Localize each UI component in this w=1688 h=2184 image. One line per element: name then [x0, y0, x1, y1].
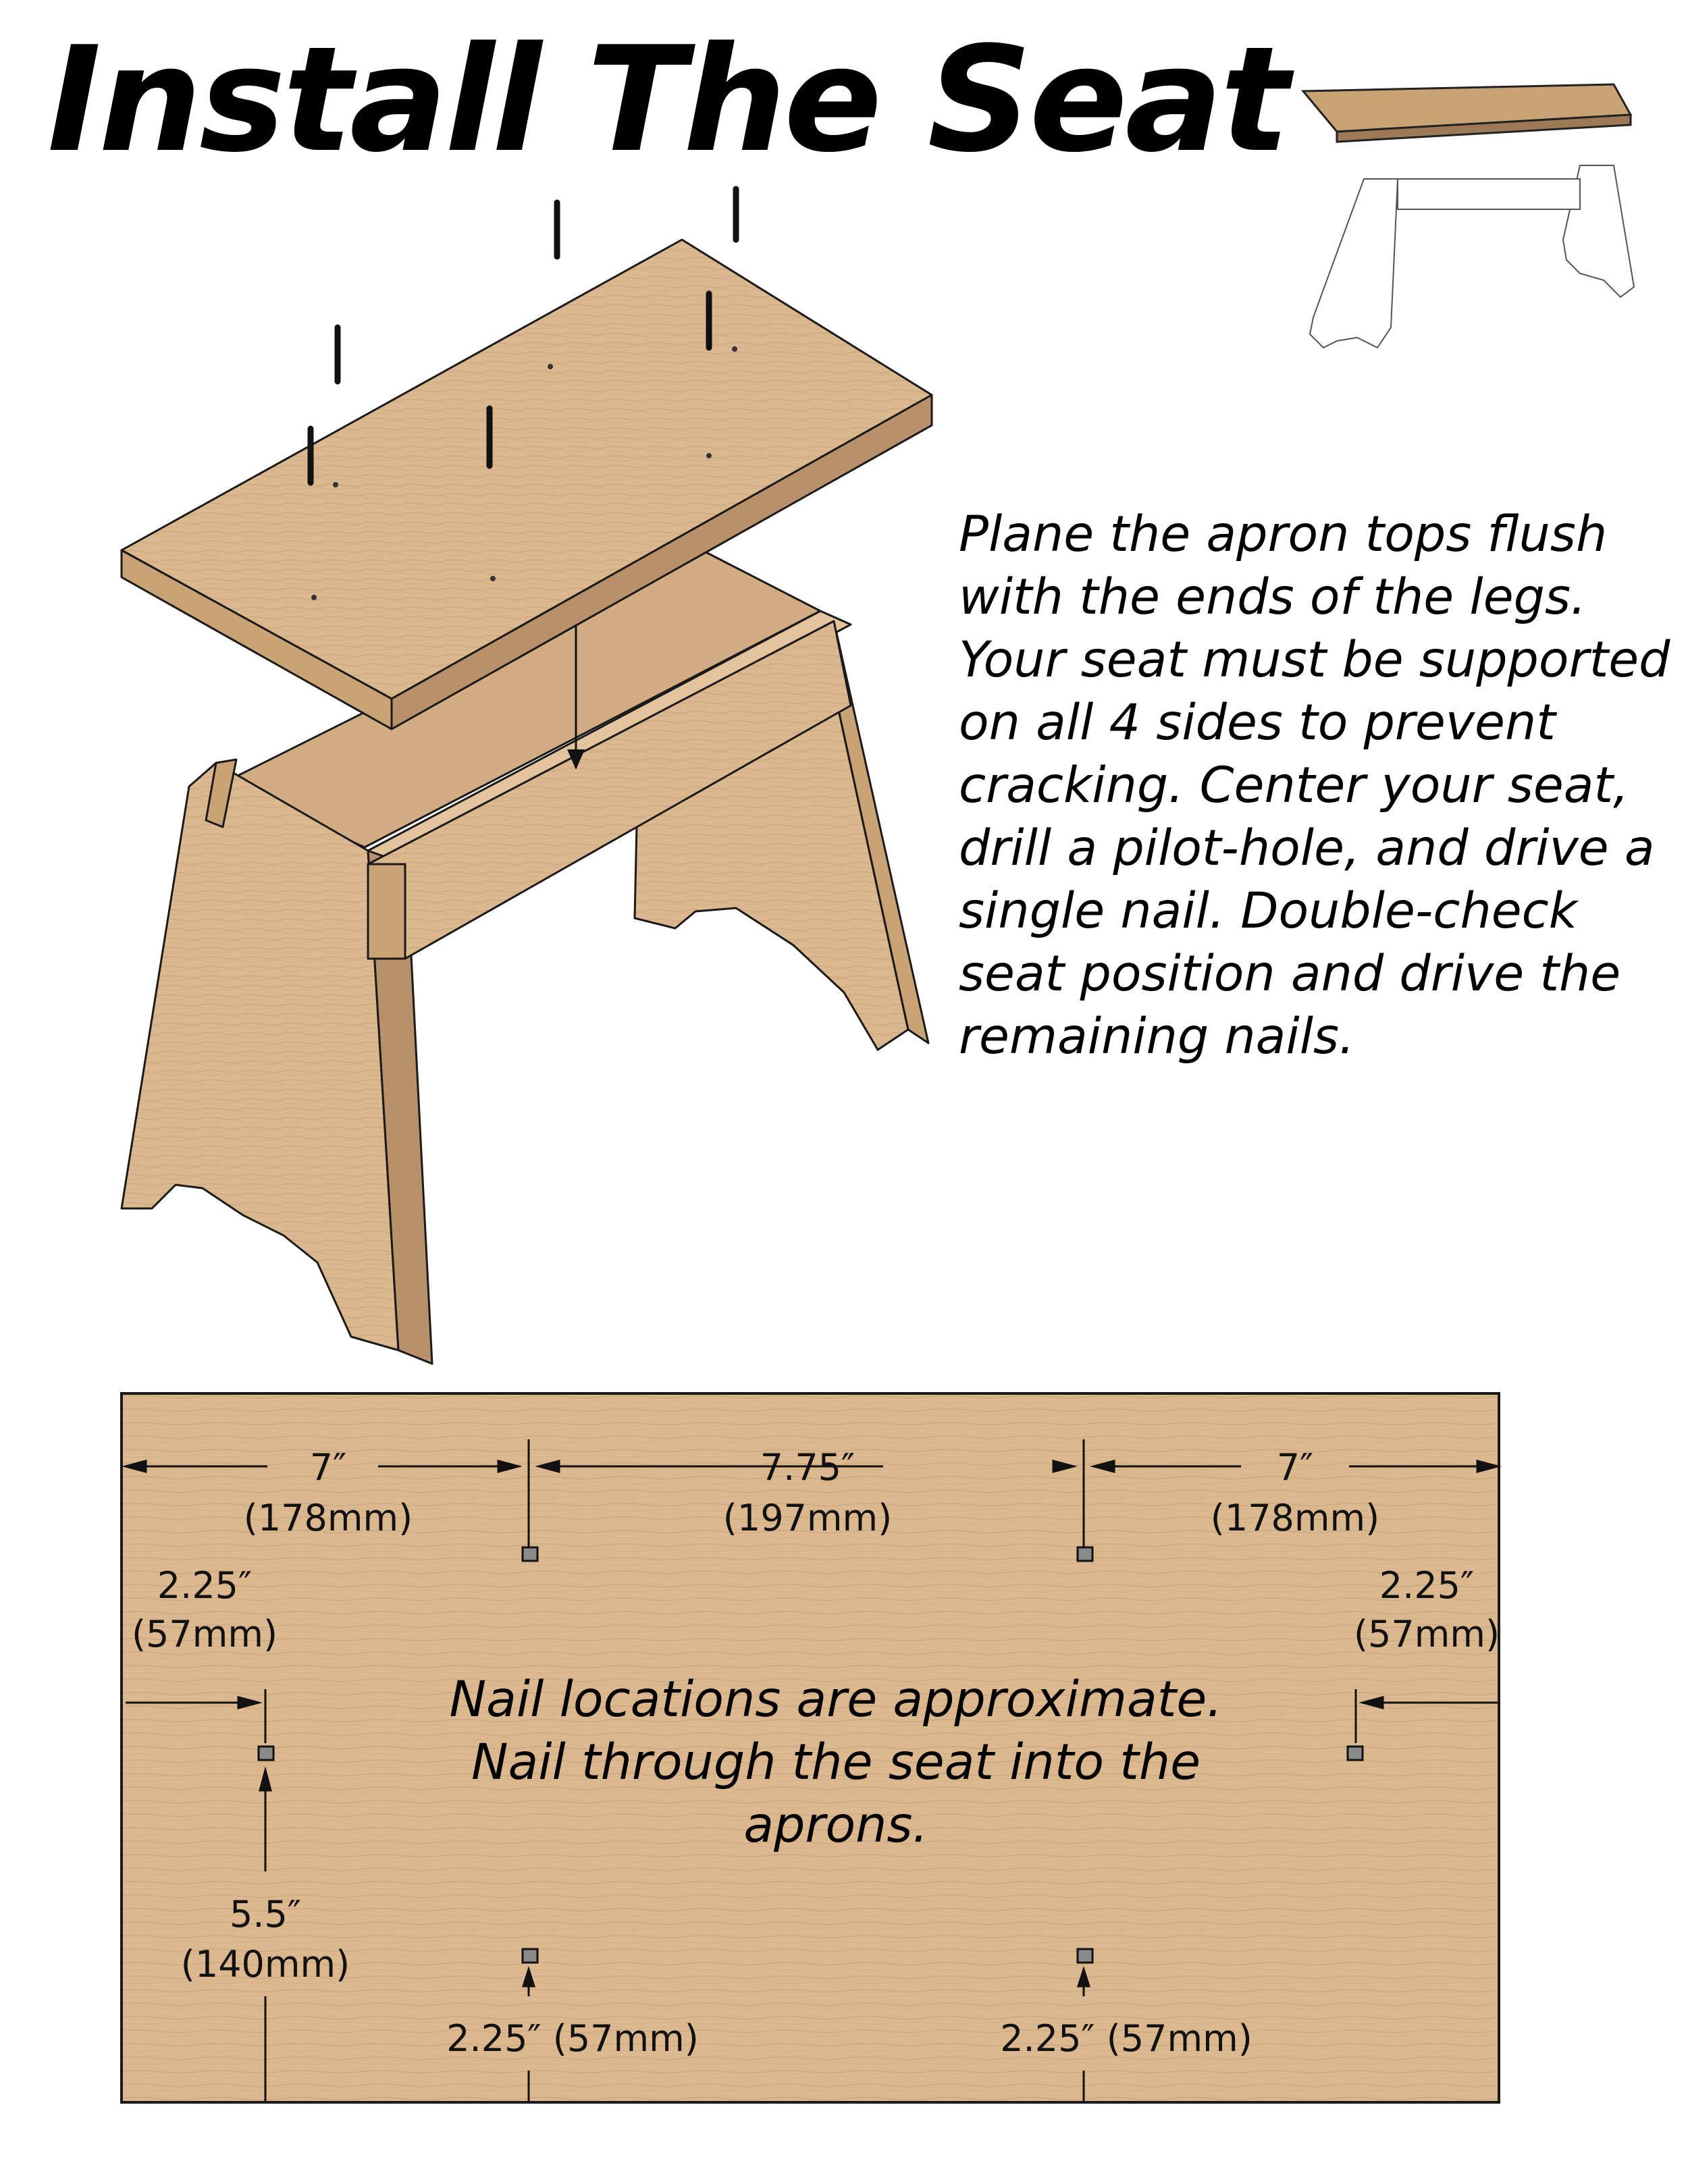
dim-right-edge-mm: (57mm): [1353, 1613, 1500, 1655]
dim-center-span-mm: (197mm): [722, 1497, 893, 1539]
dim-bottom-right: 2.25″ (57mm): [1000, 2017, 1252, 2060]
dim-vertical: 5.5″: [229, 1893, 302, 1936]
dim-left-span: 7″: [309, 1446, 347, 1489]
nail-marker: [1348, 1747, 1363, 1760]
dim-right-span-mm: (178mm): [1210, 1497, 1380, 1539]
assembly-drawing: [0, 0, 945, 1377]
nail-marker: [1078, 1547, 1092, 1561]
completed-bench-thumbnail: [1296, 64, 1647, 368]
template-note-line-2: Nail through the seat into the: [471, 1734, 1201, 1791]
dim-center-span: 7.75″: [760, 1446, 855, 1489]
dim-right-span: 7″: [1276, 1446, 1314, 1489]
template-note-line-1: Nail locations are approximate.: [449, 1671, 1223, 1728]
dim-left-edge: 2.25″: [157, 1564, 253, 1607]
nail-marker: [259, 1747, 273, 1760]
nail-marker: [1078, 1949, 1092, 1963]
dim-vertical-mm: (140mm): [180, 1943, 350, 1986]
nail-location-template: [120, 1392, 1501, 2108]
dim-bottom-left: 2.25″ (57mm): [446, 2017, 699, 2060]
dim-left-edge-mm: (57mm): [131, 1613, 278, 1655]
page-title: Install The Seat: [47, 15, 1288, 184]
nail-marker: [523, 1949, 537, 1963]
dim-left-span-mm: (178mm): [243, 1497, 413, 1539]
nail-marker: [523, 1547, 537, 1561]
template-note-line-3: aprons.: [743, 1796, 928, 1854]
instructions-text: Plane the apron tops flush with the ends of the legs. Your seat must be supported on all 4 sides to prevent cracking. Center your seat, drill a pilot-hole, and drive a single nail. Double-check seat position and drive the remaining nails.: [959, 506, 1670, 1065]
dim-right-edge: 2.25″: [1379, 1564, 1475, 1607]
